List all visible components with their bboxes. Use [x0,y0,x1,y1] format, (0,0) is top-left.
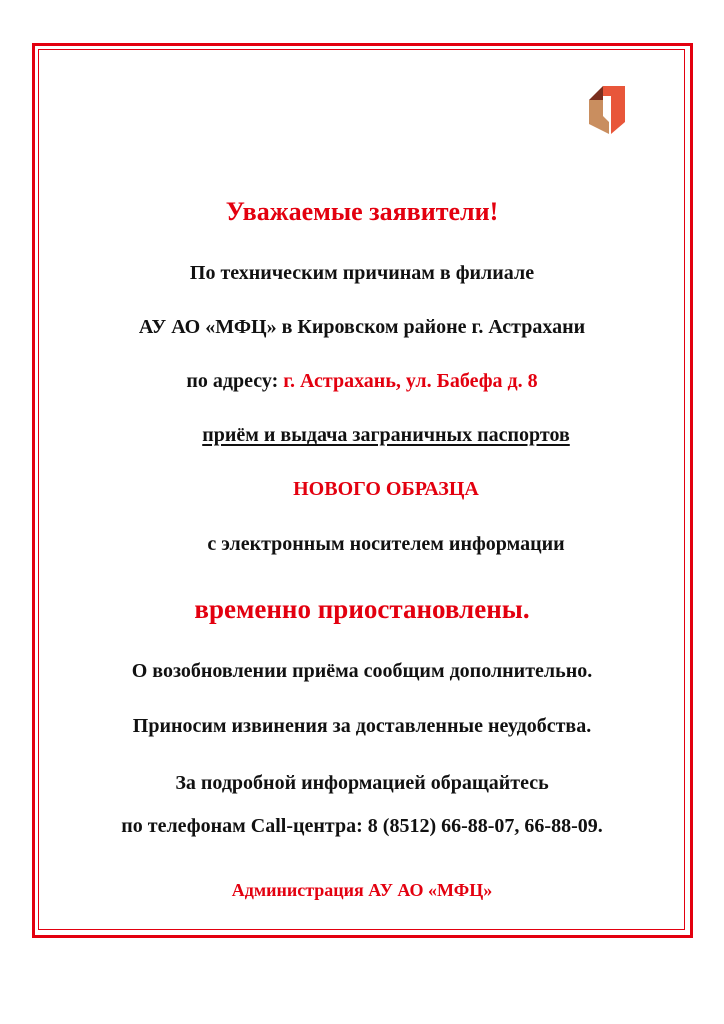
address-value: г. Астрахань, ул. Бабефа д. 8 [283,370,538,392]
notice-line-apology: Приносим извинения за доставленные неудобства. [132,715,592,737]
notice-signature: Администрация АУ АО «МФЦ» [231,880,493,900]
notice-line-chip: с электронным носителем информации [207,533,565,555]
notice-line-service [24,424,724,447]
address-label: по адресу: [186,370,284,392]
notice-line-branch: АУ АО «МФЦ» в Кировском районе г. Астрахани [138,316,586,338]
notice-title: Уважаемые заявители! [225,197,499,226]
service-text: приём и выдача заграничных паспортов [202,424,570,446]
notice-line-new-type: НОВОГО ОБРАЗЦА [293,478,479,500]
notice-line-reason: По техническим причинам в филиале [189,262,535,284]
mfc-logo-icon [587,82,627,136]
notice-status: временно приостановлены. [194,594,530,624]
notice-line-contact: За подробной информацией обращайтесь [175,772,549,794]
notice-line-address [0,370,724,393]
notice-line-phones: по телефонам Call-центра: 8 (8512) 66-88-07, 66-88-09. [121,815,603,837]
notice-line-resume: О возобновлении приёма сообщим дополнительно. [131,660,593,682]
